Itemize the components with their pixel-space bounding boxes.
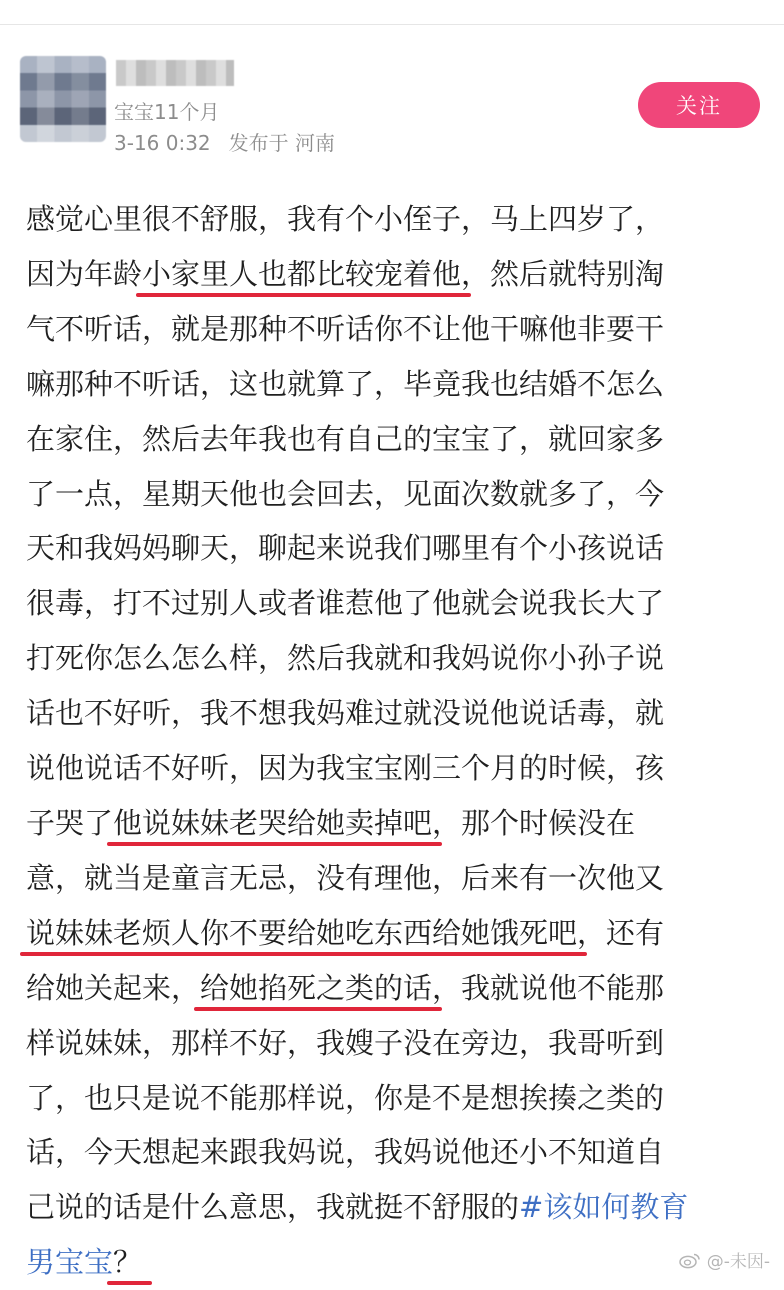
post-text-line: 天和我妈妈聊天，聊起来说我们哪里有个小孩说话 [26, 531, 665, 566]
hashtag-link[interactable]: #该如何教育 [519, 1190, 689, 1225]
post-text-line [26, 906, 764, 961]
post-location: 发布于 河南 [228, 131, 336, 155]
text-segment: 因为年龄 [26, 256, 143, 291]
post-text-line: 了一点，星期天他也会回去，见面次数就多了，今 [26, 476, 665, 511]
post-text-line: 很毒，打不过别人或者谁惹他了他就会说我长大了 [26, 586, 665, 621]
username-blurred[interactable] [116, 60, 234, 86]
weibo-logo-icon [679, 1251, 701, 1269]
hashtag-link[interactable]: 男宝宝 [26, 1245, 114, 1280]
post-text-line: 了，也只是说不能那样说，你是不是想挨揍之类的 [26, 1080, 665, 1115]
post-text-line: 打死你怎么怎么样，然后我就和我妈说你小孙子说 [26, 641, 665, 676]
post-text-line [26, 1180, 764, 1235]
underlined-text: 小家里人也都比较宠着他 [142, 256, 462, 291]
text-segment: ，还有 [577, 915, 665, 950]
text-segment: 给她关起来， [26, 970, 201, 1005]
post-text-line [26, 1235, 764, 1290]
text-segment: ，那个时候没在 [432, 805, 636, 840]
follow-button[interactable]: 关注 [638, 82, 760, 128]
avatar[interactable] [20, 56, 106, 142]
post-body [26, 192, 764, 1290]
underlined-text: 他说妹妹老哭给她卖掉吧 [113, 805, 433, 840]
post-text-line: 话，今天想起来跟我妈说，我妈说他还小不知道自 [26, 1135, 665, 1170]
text-segment: 子哭了 [26, 805, 114, 840]
text-segment: ，然后就特别淘 [461, 256, 665, 291]
post-text-line: 意，就当是童言无忌，没有理他，后来有一次他又 [26, 860, 665, 895]
watermark-text: @-未因- [706, 1252, 770, 1272]
post-text-line: 在家住，然后去年我也有自己的宝宝了，就回家多 [26, 421, 665, 456]
post-text-line: 说他说话不好听，因为我宝宝刚三个月的时候，孩 [26, 751, 665, 786]
underlined-text: 给她掐死之类的话 [200, 970, 433, 1005]
post-text-line: 话也不好听，我不想我妈难过就没说他说话毒，就 [26, 696, 665, 731]
text-segment: 己说的话是什么意思，我就挺不舒服的 [26, 1190, 520, 1225]
baby-age-label: 宝宝11个月 [114, 100, 220, 124]
post-time: 3-16 0:32 [114, 131, 211, 155]
post-text-line: 气不听话，就是那种不听话你不让他干嘛他非要干 [26, 311, 665, 346]
top-bar [0, 0, 784, 25]
post-text-line [26, 961, 764, 1016]
watermark [679, 1247, 770, 1272]
underlined-text: ？ [113, 1245, 143, 1280]
post-meta [114, 127, 335, 156]
post-text-line: 样说妹妹，那样不好，我嫂子没在旁边，我哥听到 [26, 1025, 665, 1060]
underlined-text: 说妹妹老烦人你不要给她吃东西给她饿死吧 [26, 915, 578, 950]
post-text-line [26, 796, 764, 851]
post-text-line [26, 247, 764, 302]
post-text-line: 嘛那种不听话，这也就算了，毕竟我也结婚不怎么 [26, 366, 665, 401]
text-segment: ，我就说他不能那 [432, 970, 665, 1005]
post-text-line: 感觉心里很不舒服，我有个小侄子，马上四岁了， [26, 202, 665, 236]
